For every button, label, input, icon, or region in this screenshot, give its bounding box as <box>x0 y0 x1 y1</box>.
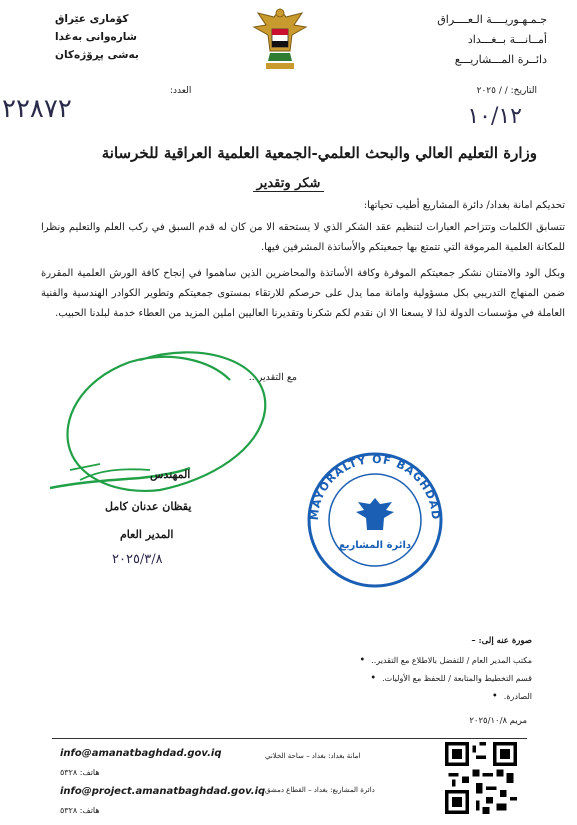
footer-phone-2: هاتف: ٥٣٢٨ <box>60 806 100 815</box>
copies-list <box>232 652 532 706</box>
copies-item: قسم التخطيط والمتابعة / للحفظ مع الأوليات. • <box>232 670 532 688</box>
signature-name: يقظان عدنان كامل <box>105 500 192 513</box>
copies-item: مكتب المدير العام / للتفضل بالاطلاع مع التقدير.. • <box>232 652 532 670</box>
qr-code-icon[interactable] <box>445 742 517 814</box>
mayoralty-stamp <box>300 440 450 590</box>
iraq-eagle-emblem-icon <box>248 3 312 77</box>
addressee: وزارة التعليم العالي والبحث العلمي-الجمعية العلمية العراقية للخرسانة <box>101 144 537 162</box>
header-kurdish-line-1: كۆماری عێراق <box>55 13 129 25</box>
number-label: العدد: <box>170 86 192 96</box>
greeting: تحديكم امانة بغداد/ دائرة المشاريع أطيب تحياتها: <box>363 200 565 211</box>
date-label: التاريخ: / / ٢٠٢٥ <box>476 86 537 96</box>
stamp-eagle-icon <box>356 498 394 530</box>
header-kurdish-line-2: شارەوانی بەغدا <box>55 31 138 43</box>
handwritten-signature <box>40 340 280 510</box>
subject-text: شكر وتقدير <box>253 176 325 192</box>
footer-email-1[interactable]: info@amanatbaghdad.gov.iq <box>60 748 222 759</box>
copies-title: صورة عنه إلى: – <box>471 636 532 646</box>
stamp-inner-text: دائرة المشاريع <box>338 540 412 551</box>
copies-item: الصادرة. • <box>232 688 532 706</box>
footer-divider <box>52 738 527 739</box>
footer-address-2: دائرة المشاريع: بغداد – القطاع دمشق <box>265 786 375 794</box>
header-kurdish <box>55 10 195 64</box>
subject <box>0 176 577 191</box>
signature-role: المدير العام <box>120 528 174 541</box>
header-arabic-line-3: دائــرة المـــشاريـــع <box>454 53 547 66</box>
copies-date: مريم ٢٠٢٥/١٠/٨ <box>469 716 527 726</box>
header-arabic <box>397 10 547 70</box>
footer-email-2[interactable]: info@project.amanatbaghdad.gov.iq <box>60 786 266 797</box>
footer-address-1: امانة بغداد: بغداد – ساحة الخلاني <box>265 752 361 760</box>
header-kurdish-line-3: بەشی پڕۆژەکان <box>55 49 139 61</box>
header-arabic-line-2: أمــانـــة بــغـــداد <box>467 33 547 46</box>
footer-phone-1: هاتف: ٥٣٢٨ <box>60 768 100 777</box>
handwritten-number: ٢٢٨٧٢ <box>2 94 72 124</box>
signature-date: ٢٠٢٥/٣/٨ <box>112 552 163 567</box>
letter-body <box>41 218 565 330</box>
closing: مع التقدير... <box>248 372 297 383</box>
paragraph-2: وبكل الود والامتنان نشكر جمعيتكم الموقرة وكافة الأساتذة والمحاضرين الذين ساهموا في إنجاح كافة الورش العلمية المقررة ضمن المنهاج التدريبي بكل مسؤولية وامانة مما يدل على حرصكم للارتقاء بمستوى جمعيتكم وتطوير الكوادر الهندسية والفنية العاملة في مؤسسات الدولة لذا لا يسعنا الا ان نقدم لكم شكرنا وتقديرنا العاليين املين المزيد من العطاء خدمة لبلدنا الحبيب. <box>41 268 565 319</box>
signature-title: المهندس <box>150 468 191 481</box>
handwritten-date: ١٠/١٢ <box>467 104 522 129</box>
paragraph-1: تتسابق الكلمات وتتزاحم العبارات لتنظيم عقد الشكر الذي لا يستحقه الا من كان له قدم السبق في ركب العلم والتعليم ونظرا للمكانة العلمية المرموقة التي تتمتع بها جمعيتكم والأساتذة المشرفين فيها. <box>41 222 565 253</box>
stamp-outer-text: MAYORALTY OF BAGHDAD <box>307 452 443 521</box>
header-arabic-line-1: جـمـهـوريــــة الـعــــراق <box>437 13 547 26</box>
